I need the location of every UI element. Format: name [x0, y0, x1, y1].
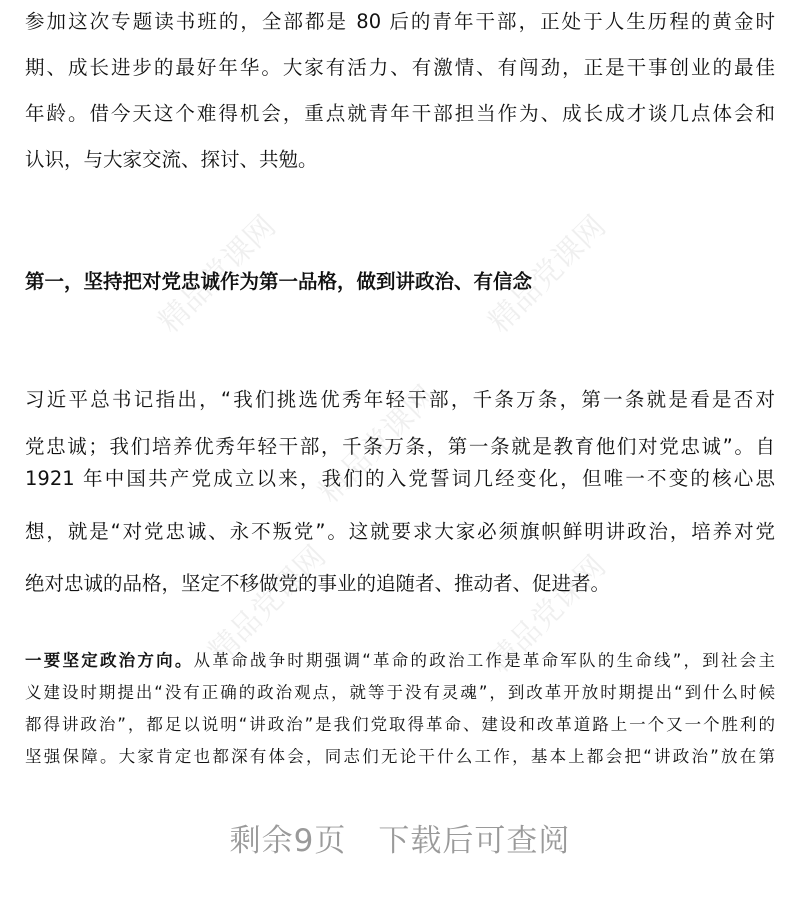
text-span: 从革命战争时期强调“革命的政治工作是革命军队的生命线”，到社会主 [193, 651, 775, 670]
remaining-pages-notice[interactable]: 剩余9页 下载后可查阅 [229, 823, 571, 859]
text-line: 坚强保障。大家肯定也都深有体会，同志们无论干什么工作，基本上都会把“讲政治”放在第 [25, 747, 775, 766]
text-line: 义建设时期提出“没有正确的政治观点，就等于没有灵魂”，到改革开放时期提出“到什么时候 [25, 683, 775, 702]
lead-text: 一要坚定政治方向。 [25, 651, 194, 670]
text-line: 年龄。借今天这个难得机会，重点就青年干部担当作为、成长成才谈几点体会和 [25, 102, 775, 125]
watermark: 精品党课网 [482, 209, 613, 340]
text-line: 期、成长进步的最好年华。大家有活力、有激情、有闯劲，正是干事创业的最佳 [25, 56, 775, 79]
text-line: 参加这次专题读书班的，全部都是 80 后的青年干部，正处于人生历程的黄金时 [25, 10, 775, 33]
watermark: 精品党课网 [202, 539, 333, 670]
text-line: 绝对忠诚的品格，坚定不移做党的事业的追随者、推动者、促进者。 [25, 572, 611, 595]
watermark: 精品党课网 [482, 549, 613, 680]
text-line: 认识，与大家交流、探讨、共勉。 [25, 148, 318, 171]
text-line [25, 648, 775, 674]
text-line: 想，就是“对党忠诚、永不叛党”。这就要求大家必须旗帜鲜明讲政治，培养对党 [25, 520, 775, 543]
text-line: 党忠诚；我们培养优秀年轻干部，千条万条，第一条就是教育他们对党忠诚”。自 [25, 435, 775, 458]
text-line: 习近平总书记指出，“我们挑选优秀年轻干部，千条万条，第一条就是看是否对 [25, 388, 775, 411]
text-line: 都得讲政治”，都足以说明“讲政治”是我们党取得革命、建设和改革道路上一个又一个胜利的 [25, 715, 775, 734]
watermark: 精品党课网 [312, 379, 443, 510]
section-heading: 第一，坚持把对党忠诚作为第一品格，做到讲政治、有信念 [25, 270, 533, 293]
watermark: 精品党课网 [152, 209, 283, 340]
text-line: 1921 年中国共产党成立以来，我们的入党誓词几经变化，但唯一不变的核心思 [25, 467, 775, 490]
